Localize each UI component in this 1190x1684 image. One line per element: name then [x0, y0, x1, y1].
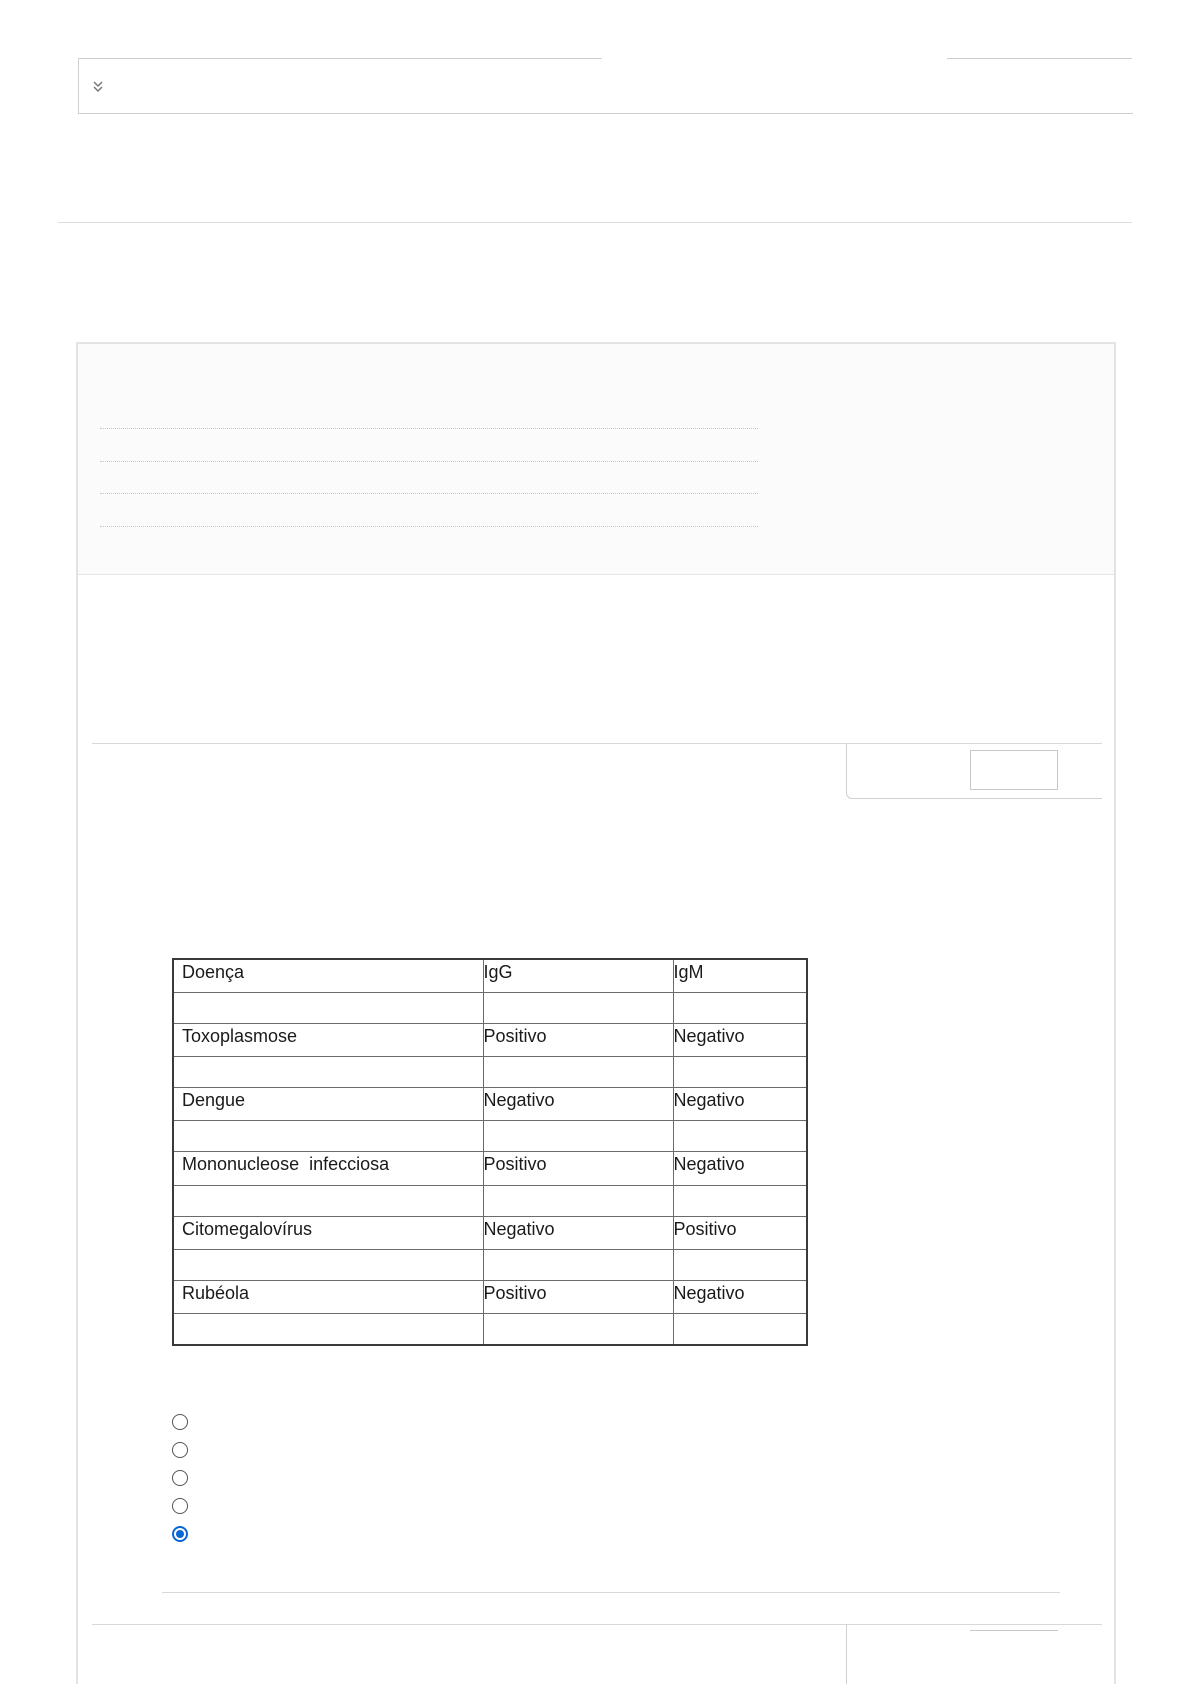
- header-igg: IgG: [483, 959, 673, 993]
- header-top-border: [947, 58, 1132, 59]
- header-top-border: [78, 58, 602, 59]
- cell-igg: Positivo: [483, 1152, 673, 1185]
- grade-panel: [846, 1624, 847, 1684]
- answer-option-radio[interactable]: [172, 1442, 188, 1458]
- cell-igm: Positivo: [673, 1216, 807, 1249]
- double-chevron-down-icon[interactable]: [92, 80, 106, 96]
- table-spacer-row: [173, 993, 807, 1024]
- serology-table: [172, 958, 808, 1346]
- table-row: [173, 1024, 807, 1057]
- cell-disease: Mononucleose infecciosa: [173, 1152, 483, 1185]
- cell-igg: Negativo: [483, 1216, 673, 1249]
- dotted-separator: [100, 526, 758, 527]
- cell-igm: Negativo: [673, 1024, 807, 1057]
- section-divider: [58, 222, 1132, 223]
- table-row: [173, 1152, 807, 1185]
- cell-igm: Negativo: [673, 1280, 807, 1313]
- card-header: [78, 344, 1114, 575]
- cell-igm: Negativo: [673, 1152, 807, 1185]
- answer-option-radio-selected[interactable]: [172, 1526, 188, 1542]
- collapsible-header[interactable]: [78, 58, 1133, 114]
- dotted-separator: [100, 461, 758, 462]
- table-spacer-row: [173, 1185, 807, 1216]
- cell-igg: Positivo: [483, 1280, 673, 1313]
- header-igm: IgM: [673, 959, 807, 993]
- cell-igg: Positivo: [483, 1024, 673, 1057]
- answer-option-radio[interactable]: [172, 1414, 188, 1430]
- cell-igm: Negativo: [673, 1088, 807, 1121]
- cell-disease: Citomegalovírus: [173, 1216, 483, 1249]
- grade-field[interactable]: [970, 1630, 1058, 1631]
- table-header-row: [173, 959, 807, 993]
- question-divider: [92, 1624, 1102, 1625]
- cell-disease: Toxoplasmose: [173, 1024, 483, 1057]
- table-spacer-row: [173, 1313, 807, 1345]
- table-row: [173, 1280, 807, 1313]
- answer-option-radio[interactable]: [172, 1498, 188, 1514]
- grade-field[interactable]: [970, 750, 1058, 790]
- dotted-separator: [100, 493, 758, 494]
- header-disease: Doença: [173, 959, 483, 993]
- cell-disease: Rubéola: [173, 1280, 483, 1313]
- table-spacer-row: [173, 1249, 807, 1280]
- answer-divider: [162, 1592, 1060, 1593]
- table-row: [173, 1216, 807, 1249]
- answer-option-radio[interactable]: [172, 1470, 188, 1486]
- table-spacer-row: [173, 1121, 807, 1152]
- table-spacer-row: [173, 1057, 807, 1088]
- cell-disease: Dengue: [173, 1088, 483, 1121]
- dotted-separator: [100, 428, 758, 429]
- cell-igg: Negativo: [483, 1088, 673, 1121]
- table-row: [173, 1088, 807, 1121]
